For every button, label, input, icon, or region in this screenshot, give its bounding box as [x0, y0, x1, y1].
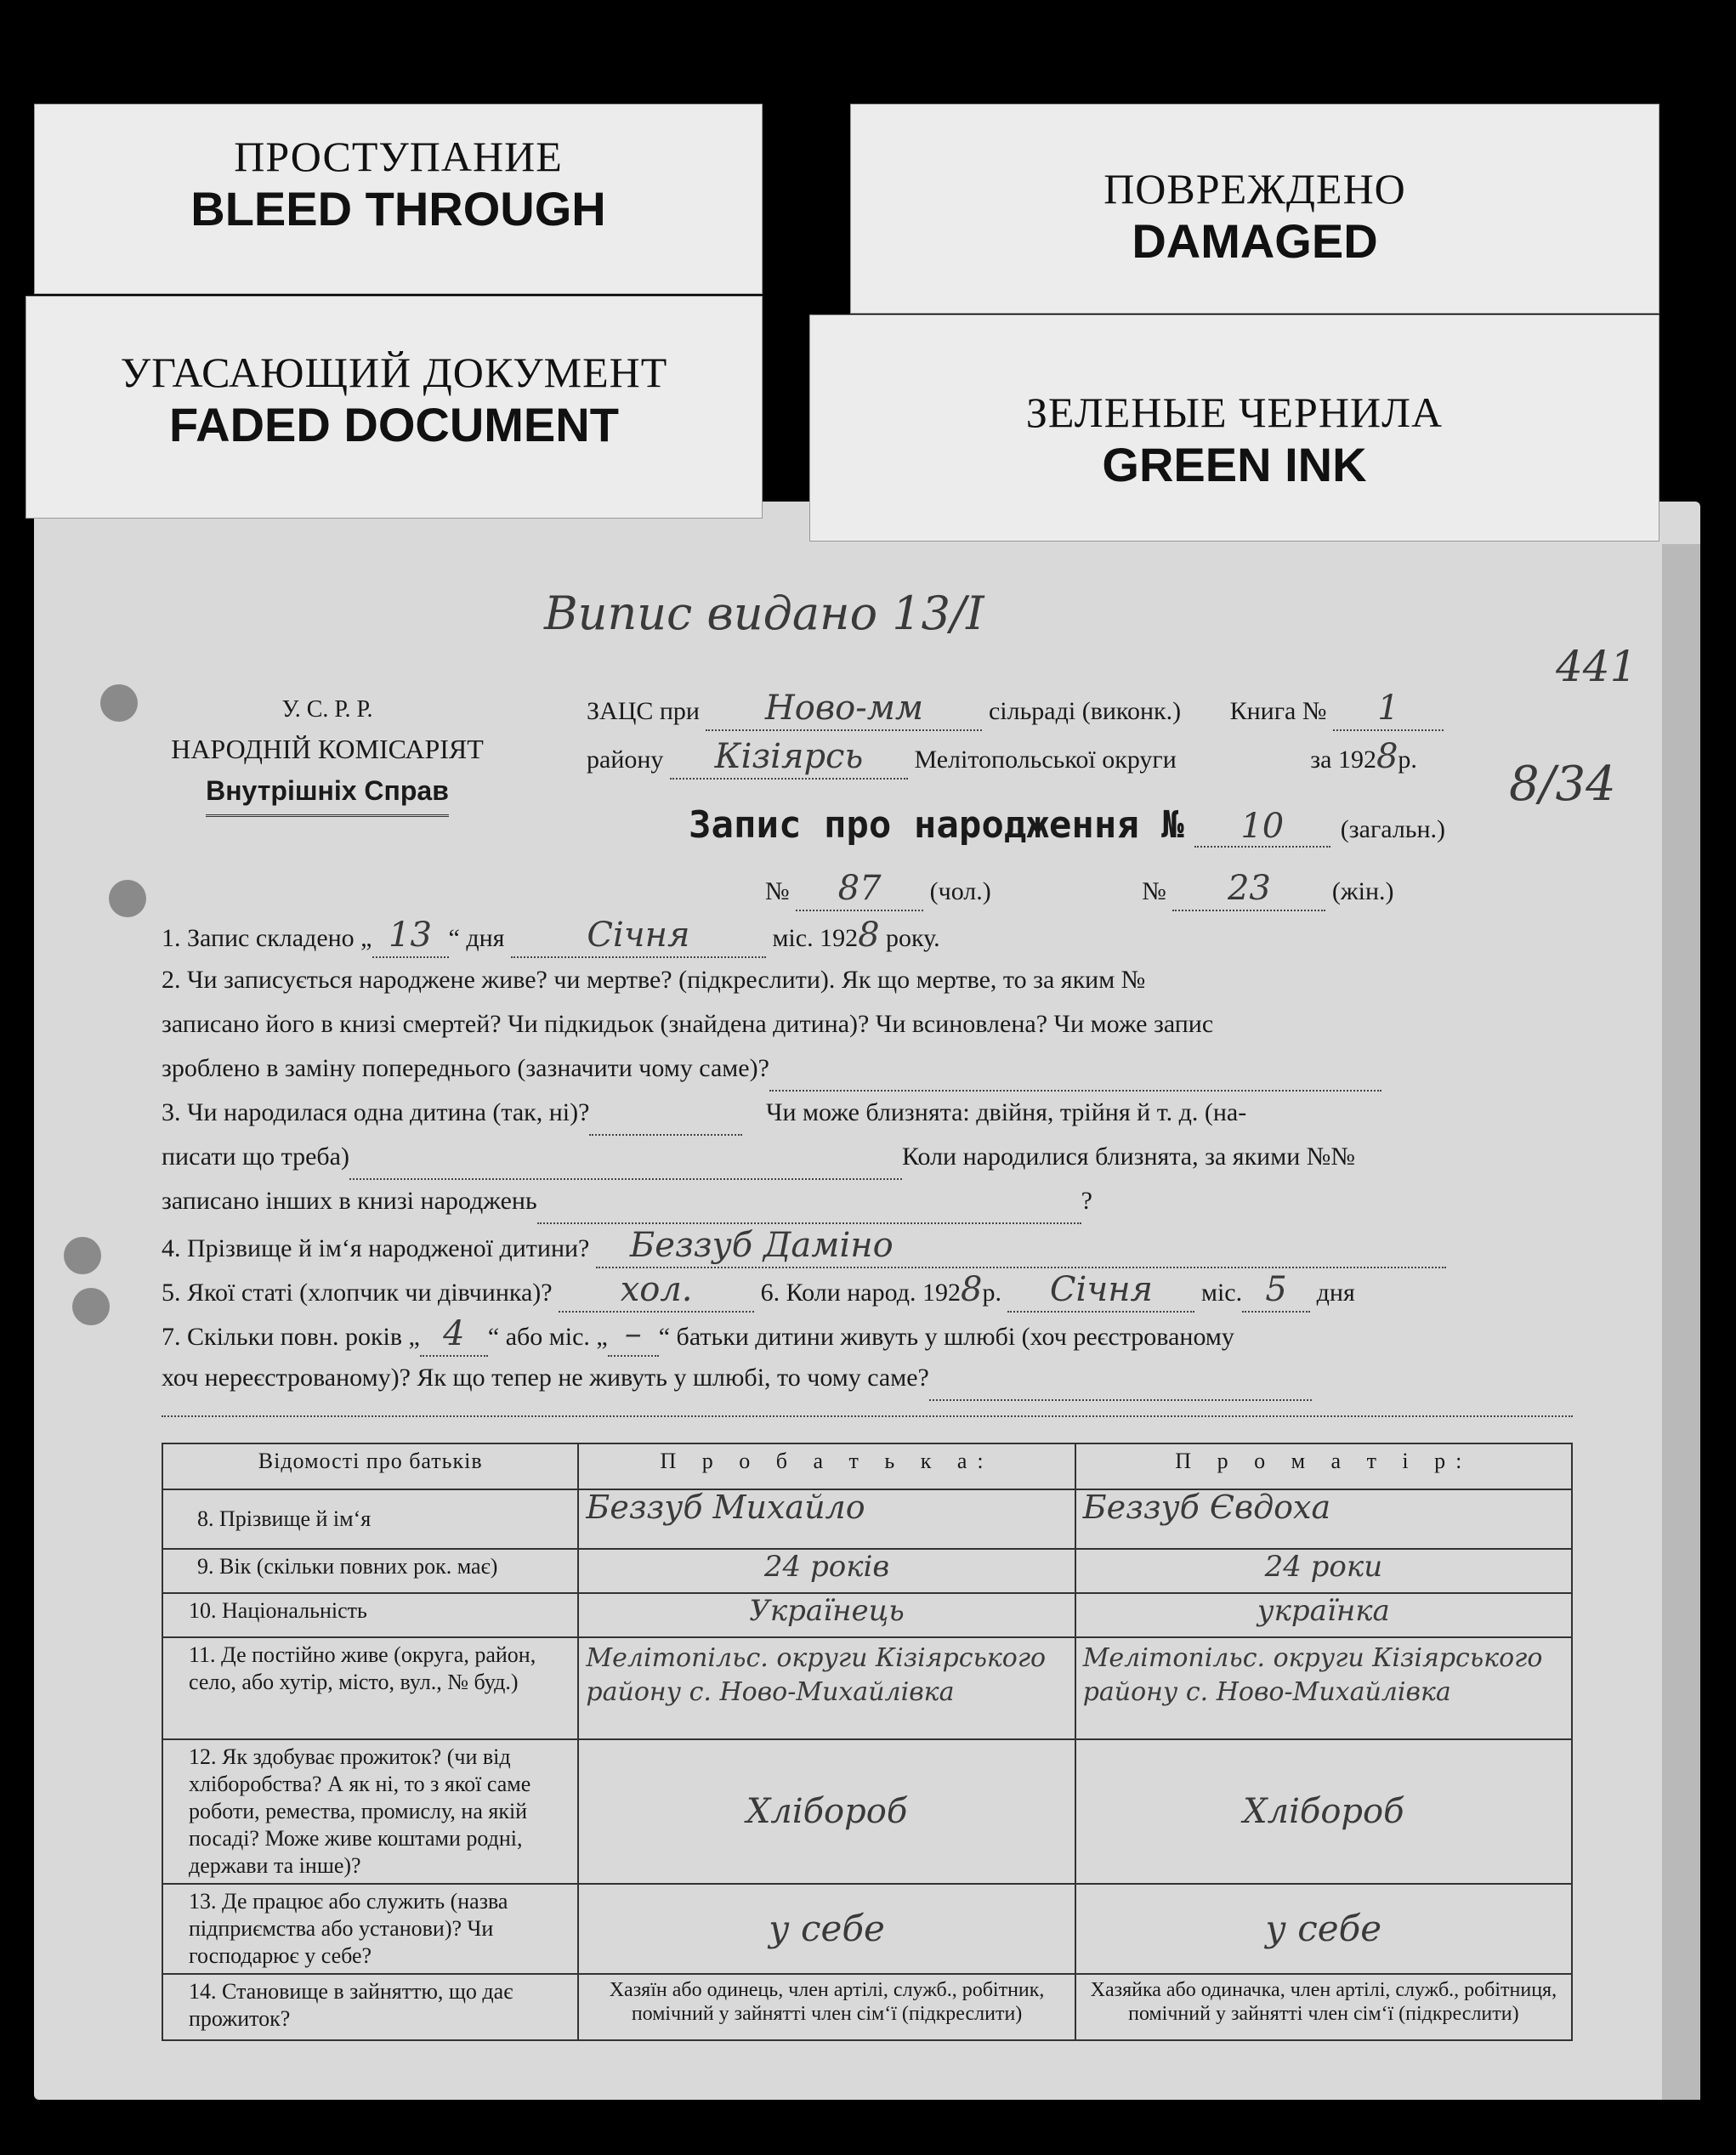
q2-line1: 2. Чи записується народжене живе? чи мертве? (підкреслити). Як що мертве, то за яким №: [162, 966, 1146, 994]
row-label: 14. Становище в зайняттю, що дає прожиток?: [162, 1974, 578, 2040]
q4-line: [162, 1224, 1446, 1270]
father-cell: у себе: [578, 1884, 1075, 1974]
record-title-line: [689, 801, 1445, 848]
table-row: [162, 1489, 1572, 1549]
q6-year: 8: [961, 1270, 983, 1309]
q3-l2-text: писати що треба): [162, 1143, 349, 1171]
record-general: (загальн.): [1340, 815, 1446, 843]
rayon-value: Кізіярсь: [670, 735, 908, 780]
q6-month: Січня: [1007, 1268, 1194, 1313]
q3-l2b-text: Коли народилися близнята, за якими №№: [901, 1143, 1355, 1171]
row-label: 9. Вік (скільки повних рок. має): [162, 1549, 578, 1593]
q5-q6-line: [162, 1268, 1355, 1314]
header-cell: П р о б а т ь к а:: [578, 1443, 1075, 1489]
q7-line1: [162, 1313, 1234, 1358]
label-bleed-through: [34, 104, 763, 294]
year-label: за 192: [1310, 746, 1376, 774]
ministry: Внутрішніх Справ: [206, 767, 449, 817]
q7-l2-blank: [929, 1357, 1312, 1401]
header-left: [157, 689, 497, 817]
row-label: 8. Прізвище й ім‘я: [162, 1489, 578, 1549]
q3-l1-text: 3. Чи народилася одна дитина (так, ні)?: [162, 1098, 590, 1126]
q3-l3-text: записано інших в книзі народжень: [162, 1187, 537, 1215]
label-en-text: BLEED THROUGH: [190, 182, 606, 235]
row-label: 12. Як здобуває прожиток? (чи від хліборобства? А як ні, то з якої саме роботи, ремества, промислу, на якій посаді? Може живе коштами родні, держави та інше)?: [162, 1739, 578, 1884]
label-ru-text: ЗЕЛЕНЫЕ ЧЕРНИЛА: [1025, 388, 1444, 436]
q6-dnya: дня: [1316, 1279, 1355, 1307]
table-row: [162, 1974, 1572, 2040]
father-cell: Хлібороб: [578, 1739, 1075, 1884]
q5-label: 5. Якої статі (хлопчик чи дівчинка)?: [162, 1279, 553, 1307]
label-damaged: [850, 104, 1659, 314]
q4-label: 4. Прізвище й ім‘я народженої дитини?: [162, 1234, 590, 1262]
label-faded-document: [26, 296, 763, 519]
top-handwritten-note: Випис видано 13/І: [544, 587, 984, 640]
q7-l1c: “ батьки дитини живуть у шлюбі (хоч реєстрованому: [658, 1323, 1234, 1351]
q1-post: міс. 192: [772, 924, 859, 952]
header-cell: П р о м а т і р:: [1075, 1443, 1572, 1489]
num-f-value: 23: [1172, 867, 1325, 911]
row-label: 10. Національність: [162, 1593, 578, 1637]
punch-hole: [64, 1237, 101, 1274]
mother-cell: українка: [1075, 1593, 1572, 1637]
q5-value: хол.: [559, 1268, 754, 1313]
q2-line3: [162, 1047, 1381, 1092]
q7-months: –: [608, 1313, 659, 1357]
punch-hole: [100, 684, 138, 722]
q3-l1b-text: Чи може близнята: двійня, трійня й т. д. (на-: [765, 1098, 1247, 1126]
usrr: У. С. Р. Р.: [281, 696, 373, 723]
sheet-shadow-edge: [1662, 544, 1700, 2100]
village-value: Ново-мм: [706, 687, 982, 731]
book-label: Книга №: [1229, 697, 1327, 725]
father-cell: 24 років: [578, 1549, 1075, 1593]
q7-l1a: 7. Скільки повн. років „: [162, 1323, 420, 1351]
commissariat: НАРОДНІЙ КОМІСАРІЯТ: [171, 734, 484, 764]
q6-r: р.: [982, 1279, 1001, 1307]
num-m-label: №: [765, 877, 790, 905]
archive-number: 441: [1556, 642, 1637, 691]
q1-end: року.: [886, 924, 940, 952]
record-subnums: [765, 867, 1394, 913]
mother-cell: Хлібороб: [1075, 1739, 1572, 1884]
zags-pre: ЗАЦС при: [587, 697, 700, 725]
zags-post: сільраді (виконк.): [988, 697, 1182, 725]
father-cell: Беззуб Михайло: [578, 1489, 1075, 1549]
q3-line2: [162, 1136, 1355, 1180]
q1-line: [162, 914, 940, 960]
q6-day: 5: [1242, 1268, 1310, 1313]
num-f-label: №: [1142, 877, 1166, 905]
q1-pre: 1. Запис складено „: [162, 924, 372, 952]
num-m-value: 87: [796, 867, 923, 911]
q6-mis: міс.: [1200, 1279, 1243, 1307]
label-ru-text: УГАСАЮЩИЙ ДОКУМЕНТ: [120, 349, 668, 396]
parents-table: [162, 1443, 1573, 2041]
q4-value: Беззуб Даміно: [596, 1224, 1446, 1268]
q7-line2: [162, 1357, 1312, 1401]
header-cell: Відомості про батьків: [162, 1443, 578, 1489]
q7-years: 4: [420, 1313, 488, 1357]
label-green-ink: [809, 315, 1659, 542]
q1-year: 8: [858, 916, 880, 955]
mother-cell: Мелітопільс. округи Кізіярського району с. Ново-Михайлівка: [1075, 1637, 1572, 1739]
table-header-row: [162, 1443, 1572, 1489]
label-en-text: DAMAGED: [1132, 214, 1378, 268]
female-label: (жін.): [1331, 877, 1394, 905]
record-num: 10: [1194, 807, 1330, 848]
mother-cell: Хазяйка або одиначка, член артілі, служб., робітниця, помічний у зайнятті член сім‘ї (підкреслити): [1075, 1974, 1572, 2040]
table-row: [162, 1549, 1572, 1593]
mother-cell: 24 роки: [1075, 1549, 1572, 1593]
table-row: [162, 1884, 1572, 1974]
zags-line: [587, 687, 1444, 733]
q2-l3-blank: [769, 1047, 1381, 1092]
table-row: [162, 1593, 1572, 1637]
q7-l2: хоч нереєстрованому)? Як що тепер не живуть у шлюбі, то чому саме?: [162, 1364, 929, 1392]
record-title: Запис про народження №: [689, 803, 1184, 847]
punch-hole: [72, 1288, 110, 1325]
table-row: [162, 1739, 1572, 1884]
archive-number-2: 8/34: [1509, 757, 1616, 812]
q7-extra-blank: [162, 1415, 1573, 1417]
row-label: 11. Де постійно живе (округа, район, село, або хутір, місто, вул., № буд.): [162, 1637, 578, 1739]
q1-mid: “ дня: [448, 924, 505, 952]
q1-day: 13: [372, 914, 449, 958]
q2-line2: записано його в книзі смертей? Чи підкидьок (знайдена дитина)? Чи всиновлена? Чи може запис: [162, 1010, 1214, 1038]
q7-l1b: “ або міс. „: [487, 1323, 608, 1351]
row-label: 13. Де працює або служить (назва підприємства або установи)? Чи господарює у себе?: [162, 1884, 578, 1974]
q3-l3-blank: [537, 1180, 1081, 1224]
label-ru-text: ПРОСТУПАНИЕ: [234, 133, 563, 180]
q1-month: Січня: [511, 914, 766, 958]
label-en-text: FADED DOCUMENT: [169, 398, 619, 451]
father-cell: Українець: [578, 1593, 1075, 1637]
label-en-text: GREEN INK: [1102, 438, 1367, 491]
rayon-line: [587, 735, 1417, 781]
q3-line3: записано інших в книзі народжень ?: [162, 1180, 1092, 1224]
year-digit: 8: [1376, 737, 1398, 776]
q3-line1: [162, 1092, 1246, 1136]
okrug: Мелітопольської округи: [914, 746, 1177, 774]
q2-l3-text: зроблено в заміну попереднього (зазначити чому саме)?: [162, 1054, 769, 1082]
punch-hole: [109, 880, 146, 917]
book-num: 1: [1333, 687, 1444, 731]
year-suffix: р.: [1398, 746, 1417, 774]
rayon-label: району: [587, 746, 664, 774]
q6-label: 6. Коли народ. 192: [760, 1279, 962, 1307]
label-ru-text: ПОВРЕЖДЕНО: [1103, 165, 1406, 213]
table-row: [162, 1637, 1572, 1739]
q3-l2-blank: [349, 1136, 902, 1180]
q3-l1-blank: [589, 1092, 742, 1136]
father-cell: Хазяїн або одинець, член артілі, служб., робітник, помічний у зайнятті член сім‘ї (підкреслити): [578, 1974, 1075, 2040]
mother-cell: у себе: [1075, 1884, 1572, 1974]
mother-cell: Беззуб Євдоха: [1075, 1489, 1572, 1549]
father-cell: Мелітопільс. округи Кізіярського району с. Ново-Михайлівка: [578, 1637, 1075, 1739]
male-label: (чол.): [929, 877, 991, 905]
